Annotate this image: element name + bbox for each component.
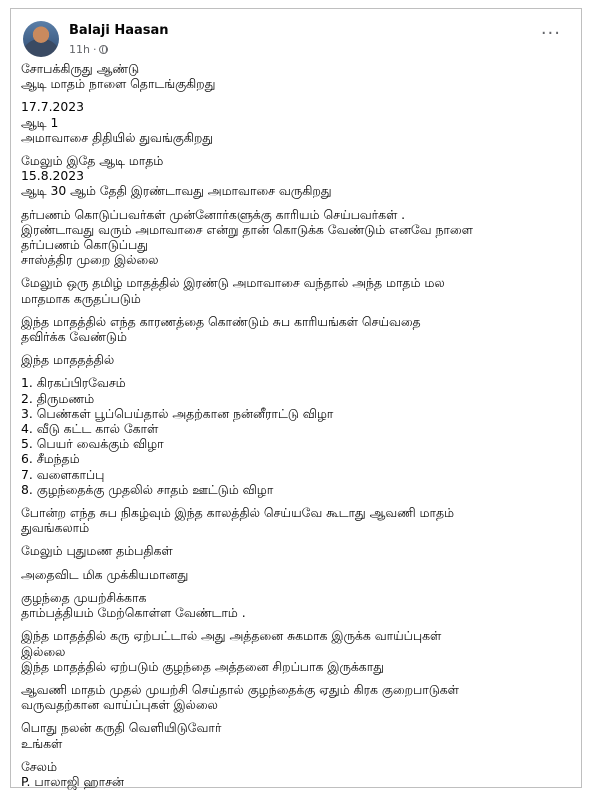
post-line: மேலும் புதுமண தம்பதிகள் <box>21 543 173 559</box>
post-line: அமாவாசை திதியில் துவங்குகிறது <box>21 129 214 145</box>
post-line: 3. பெண்கள் பூப்பெய்தால் அதற்கான நன்னீராட்டு விழா <box>21 405 334 421</box>
more-options-icon[interactable]: ··· <box>540 23 561 44</box>
post-line: 5. பெயர் வைக்கும் விழா <box>21 436 164 452</box>
post-line: 6. சீமந்தம் <box>21 451 80 467</box>
post-line: 8. குழந்தைக்கு முதலில் சாதம் ஊட்டும் விழா <box>21 481 274 497</box>
post-paragraph <box>21 207 573 268</box>
post-paragraph <box>21 720 573 750</box>
post-paragraph <box>21 590 573 620</box>
post-line: 1. கிரகப்பிரவேசம் <box>21 375 126 391</box>
post-paragraph <box>21 275 573 305</box>
post-line: போன்ற எந்த சுப நிகழ்வும் இந்த காலத்தில் செய்யவே கூடாது ஆவணி மாதம் <box>21 505 454 521</box>
post-line: 4. வீடு கட்ட கால் கோள் <box>21 421 159 437</box>
post-line: இந்த மாதத்தில் எந்த காரணத்தை கொண்டும் சுப காரியங்கள் செய்வதை <box>21 313 421 329</box>
avatar[interactable] <box>23 21 59 57</box>
post-line: அதைவிட மிக முக்கியமானது <box>21 566 189 582</box>
post-line: இந்த மாததத்தில் <box>21 352 115 368</box>
post-line: தர்ப்பணம் கொடுப்பது <box>21 237 148 253</box>
meta-separator: · <box>92 43 97 56</box>
post-line: இரண்டாவது வரும் அமாவாசை என்று தான் கொடுக்க வேண்டும் எனவே நாளை <box>21 221 473 237</box>
post-paragraph <box>21 99 573 145</box>
post-line: குழந்தை முயற்சிக்காக <box>21 589 147 605</box>
post-paragraph <box>21 352 573 367</box>
post-card <box>10 8 582 788</box>
post-paragraph <box>21 153 573 199</box>
post-line: மேலும் இதே ஆடி மாதம் <box>21 153 164 169</box>
post-line: இல்லை <box>21 643 66 659</box>
post-paragraph <box>21 375 573 497</box>
post-line: 15.8.2023 <box>21 168 85 184</box>
post-paragraph <box>21 759 573 789</box>
post-line: சாஸ்த்திர முறை இல்லை <box>21 252 159 268</box>
post-paragraph <box>21 543 573 558</box>
post-line: இந்த மாதத்தில் ஏற்படும் குழந்தை அத்தனை சிறப்பாக இருக்காது <box>21 658 384 674</box>
post-meta <box>69 43 108 56</box>
post-line: தாம்பத்தியம் மேற்கொள்ள வேண்டாம் . <box>21 605 246 621</box>
post-line: 17.7.2023 <box>21 99 85 115</box>
post-line: சேலம் <box>21 758 57 774</box>
post-line: தர்பணம் கொடுப்பவர்கள் முன்னோர்களுக்கு காரியம் செய்பவர்கள் . <box>21 206 406 222</box>
post-paragraph <box>21 61 573 91</box>
post-header <box>23 17 569 61</box>
post-paragraph <box>21 567 573 582</box>
post-line: ஆடி மாதம் நாளை தொடங்குகிறது <box>21 76 216 92</box>
post-body <box>21 61 573 797</box>
post-line: சோபக்கிருது ஆண்டு <box>21 61 140 76</box>
post-paragraph <box>21 505 573 535</box>
post-line: துவங்கலாம் <box>21 520 90 536</box>
post-line: 7. வளைகாப்பு <box>21 466 105 482</box>
post-line: தவிர்க்க வேண்டும் <box>21 329 127 345</box>
post-paragraph <box>21 628 573 674</box>
post-time[interactable]: 11h <box>69 43 90 56</box>
globe-icon[interactable] <box>99 45 108 54</box>
post-line: இந்த மாதத்தில் கரு ஏற்பட்டால் அது அத்தனை சுகமாக இருக்க வாய்ப்புகள் <box>21 628 442 644</box>
post-line: உங்கள் <box>21 735 63 751</box>
post-line: 2. திருமணம் <box>21 390 95 406</box>
post-line: வருவதற்கான வாய்ப்புகள் இல்லை <box>21 697 218 713</box>
post-line: ஆவணி மாதம் முதல் முயற்சி செய்தால் குழந்தைக்கு ஏதும் கிரக குறைபாடுகள் <box>21 681 459 697</box>
author-name[interactable]: Balaji Haasan <box>69 23 169 38</box>
post-line: பொது நலன் கருதி வெளியிடுவோர் <box>21 720 222 736</box>
post-line: ஆடி 30 ஆம் தேதி இரண்டாவது அமாவாசை வருகிறது <box>21 183 332 199</box>
post-line: மேலும் ஒரு தமிழ் மாதத்தில் இரண்டு அமாவாசை வந்தால் அந்த மாதம் மல <box>21 275 445 291</box>
post-paragraph <box>21 682 573 712</box>
post-paragraph <box>21 314 573 344</box>
post-line: P. பாலாஜி ஹாசன் <box>21 773 124 789</box>
post-line: மாதமாக கருதப்படும் <box>21 290 141 306</box>
post-line: ஆடி 1 <box>21 114 59 130</box>
